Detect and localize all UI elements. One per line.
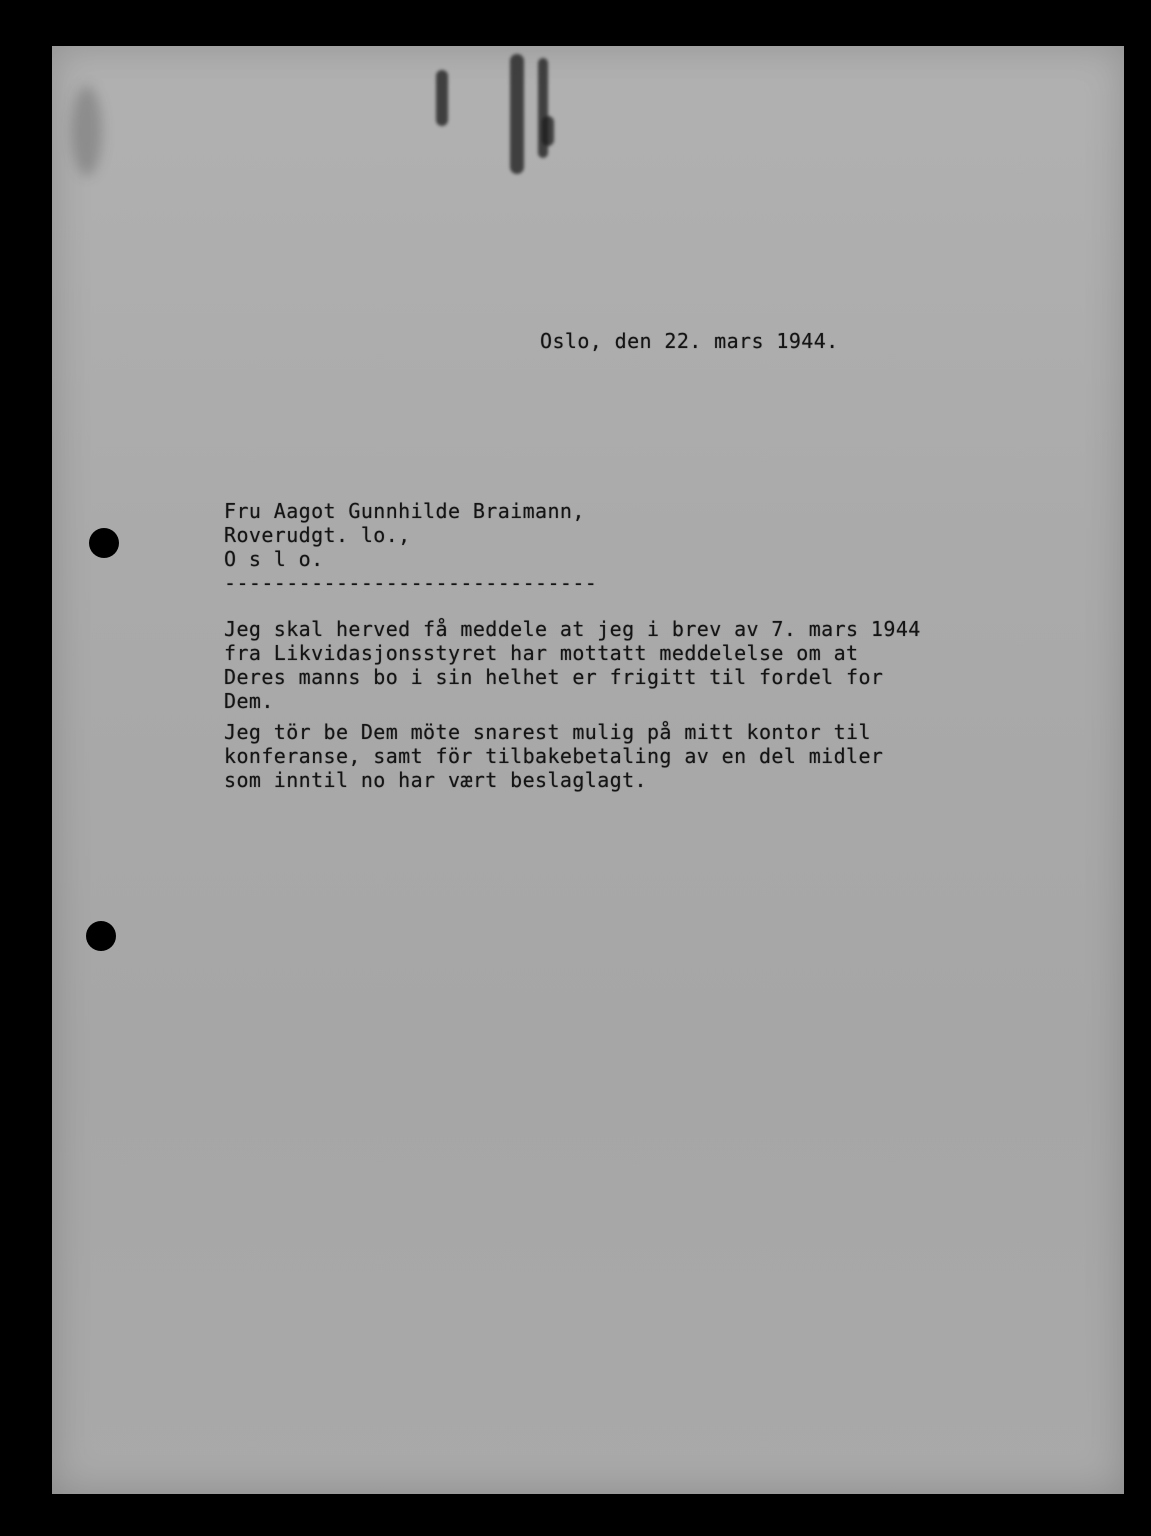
punch-hole-top xyxy=(89,528,119,558)
body-paragraph-1 xyxy=(224,617,921,713)
punch-hole-bottom xyxy=(86,921,116,951)
address-underline: ------------------------------ xyxy=(224,571,598,595)
paragraph-line: som inntil no har vært beslaglagt. xyxy=(224,768,647,792)
paragraph-line: Jeg skal herved få meddele at jeg i brev av 7. mars 1944 xyxy=(224,617,921,641)
recipient-address xyxy=(224,499,597,595)
paragraph-line: Dem. xyxy=(224,689,274,713)
document-page xyxy=(52,46,1124,1494)
recipient-name: Fru Aagot Gunnhilde Braimann, xyxy=(224,499,585,523)
paragraph-line: konferanse, samt för tilbakebetaling av en del midler xyxy=(224,744,884,768)
recipient-city: O s l o. xyxy=(224,547,324,571)
body-paragraph-2 xyxy=(224,720,883,792)
paragraph-line: fra Likvidasjonsstyret har mottatt meddelelse om at xyxy=(224,641,859,665)
staple-mark-center xyxy=(510,54,524,174)
staple-mark-far-right xyxy=(542,116,554,146)
paragraph-line: Deres manns bo i sin helhet er frigitt til fordel for xyxy=(224,665,884,689)
staple-mark-left xyxy=(436,70,448,126)
paragraph-line: Jeg tör be Dem möte snarest mulig på mitt kontor til xyxy=(224,720,871,744)
recipient-street: Roverudgt. lo., xyxy=(224,523,411,547)
date-line: Oslo, den 22. mars 1944. xyxy=(540,329,839,353)
edge-smudge xyxy=(72,86,102,176)
